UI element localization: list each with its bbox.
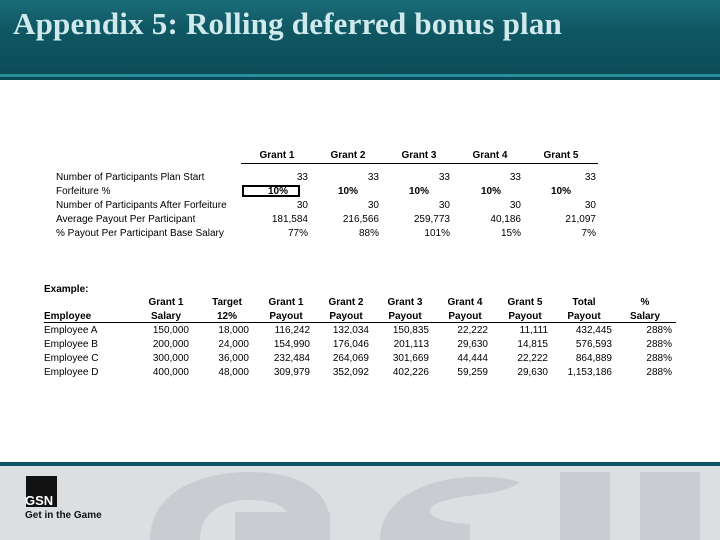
logo-tagline: Get in the Game [25, 510, 102, 521]
cell: 30 [509, 200, 521, 211]
row-label: Forfeiture % [56, 186, 111, 197]
row-label: Average Payout Per Participant [56, 214, 196, 225]
cell: 132,034 [332, 325, 369, 336]
cell: 150,000 [152, 325, 189, 336]
cell: 300,000 [152, 353, 189, 364]
employee-name: Employee C [44, 353, 99, 364]
cell: 33 [509, 172, 521, 183]
column-header: Grant 1 [268, 297, 304, 308]
cell: 116,242 [274, 325, 310, 336]
row-label: Number of Participants After Forfeiture [56, 200, 227, 211]
cell: 288% [646, 339, 672, 350]
column-header: Salary [150, 311, 182, 322]
cell: 21,097 [565, 214, 596, 225]
employee-name: Employee A [44, 325, 98, 336]
cell: 59,259 [457, 367, 488, 378]
column-header: Payout [388, 311, 422, 322]
column-header: Target [212, 297, 242, 308]
column-header: Grant 3 [401, 150, 437, 161]
column-header: 12% [216, 311, 237, 322]
cell: 176,046 [332, 339, 369, 350]
footer-divider [0, 462, 720, 466]
cell: 352,092 [332, 367, 369, 378]
column-header: Grant 2 [330, 150, 366, 161]
cell: 22,222 [517, 353, 548, 364]
cell: 216,566 [342, 214, 379, 225]
cell: 24,000 [218, 339, 249, 350]
cell: 22,222 [457, 325, 488, 336]
cell: 432,445 [575, 325, 612, 336]
cell: 288% [646, 325, 672, 336]
column-header: Grant 4 [472, 150, 508, 161]
cell: 301,669 [392, 353, 429, 364]
cell: 10% [408, 186, 429, 197]
forfeiture-highlight-box [242, 185, 300, 197]
cell: 1,153,186 [567, 367, 612, 378]
cell: 36,000 [218, 353, 249, 364]
cell: 288% [646, 367, 672, 378]
cell: 181,584 [271, 214, 308, 225]
cell: 29,630 [457, 339, 488, 350]
cell: 30 [584, 200, 596, 211]
column-header: Grant 5 [543, 150, 579, 161]
cell: 150,835 [392, 325, 429, 336]
cell: 101% [424, 228, 450, 239]
cell: 10% [267, 186, 288, 197]
cell: 48,000 [218, 367, 249, 378]
column-header: Grant 3 [387, 297, 423, 308]
cell: 44,444 [457, 353, 488, 364]
cell: 402,226 [392, 367, 429, 378]
header-divider [241, 163, 598, 164]
employee-name: Employee B [44, 339, 98, 350]
cell: 14,815 [517, 339, 548, 350]
cell: 11,111 [519, 325, 548, 336]
row-label: Number of Participants Plan Start [56, 172, 205, 183]
column-header: % [640, 297, 650, 308]
cell: 29,630 [517, 367, 548, 378]
cell: 576,593 [575, 339, 612, 350]
cell: 200,000 [152, 339, 189, 350]
cell: 18,000 [218, 325, 249, 336]
cell: 864,889 [575, 353, 612, 364]
cell: 400,000 [152, 367, 189, 378]
cell: 10% [550, 186, 571, 197]
column-header: Payout [329, 311, 363, 322]
cell: 77% [287, 228, 308, 239]
cell: 10% [337, 186, 358, 197]
cell: 309,979 [273, 367, 310, 378]
footer-band [0, 462, 720, 540]
cell: 232,484 [273, 353, 310, 364]
column-header: Grant 5 [507, 297, 543, 308]
title-underline [0, 74, 720, 77]
cell: 33 [367, 172, 379, 183]
cell: 30 [438, 200, 450, 211]
employee-name: Employee D [44, 367, 99, 378]
cell: 259,773 [413, 214, 450, 225]
header-divider [44, 322, 676, 323]
column-header: Grant 2 [328, 297, 364, 308]
logo-text: GSN [25, 493, 54, 508]
cell: 154,990 [273, 339, 310, 350]
slide-title: Appendix 5: Rolling deferred bonus plan [13, 6, 562, 41]
cell: 30 [296, 200, 308, 211]
cell: 88% [358, 228, 379, 239]
column-header: Payout [567, 311, 601, 322]
column-header: Salary [629, 311, 661, 322]
column-header: Grant 1 [259, 150, 295, 161]
cell: 288% [646, 353, 672, 364]
cell: 40,186 [490, 214, 521, 225]
cell: 30 [367, 200, 379, 211]
footer-watermark [0, 462, 720, 540]
cell: 33 [584, 172, 596, 183]
cell: 10% [480, 186, 501, 197]
cell: 201,113 [393, 339, 429, 350]
column-header: Grant 1 [148, 297, 184, 308]
example-label: Example: [44, 284, 89, 295]
cell: 15% [500, 228, 521, 239]
column-header: Total [572, 297, 596, 308]
cell: 7% [581, 228, 596, 239]
cell: 264,069 [332, 353, 369, 364]
cell: 33 [296, 172, 308, 183]
column-header: Payout [448, 311, 482, 322]
column-header: Employee [44, 311, 92, 322]
row-label: % Payout Per Participant Base Salary [56, 228, 224, 239]
column-header: Payout [269, 311, 303, 322]
column-header: Grant 4 [447, 297, 483, 308]
column-header: Payout [508, 311, 542, 322]
cell: 33 [438, 172, 450, 183]
